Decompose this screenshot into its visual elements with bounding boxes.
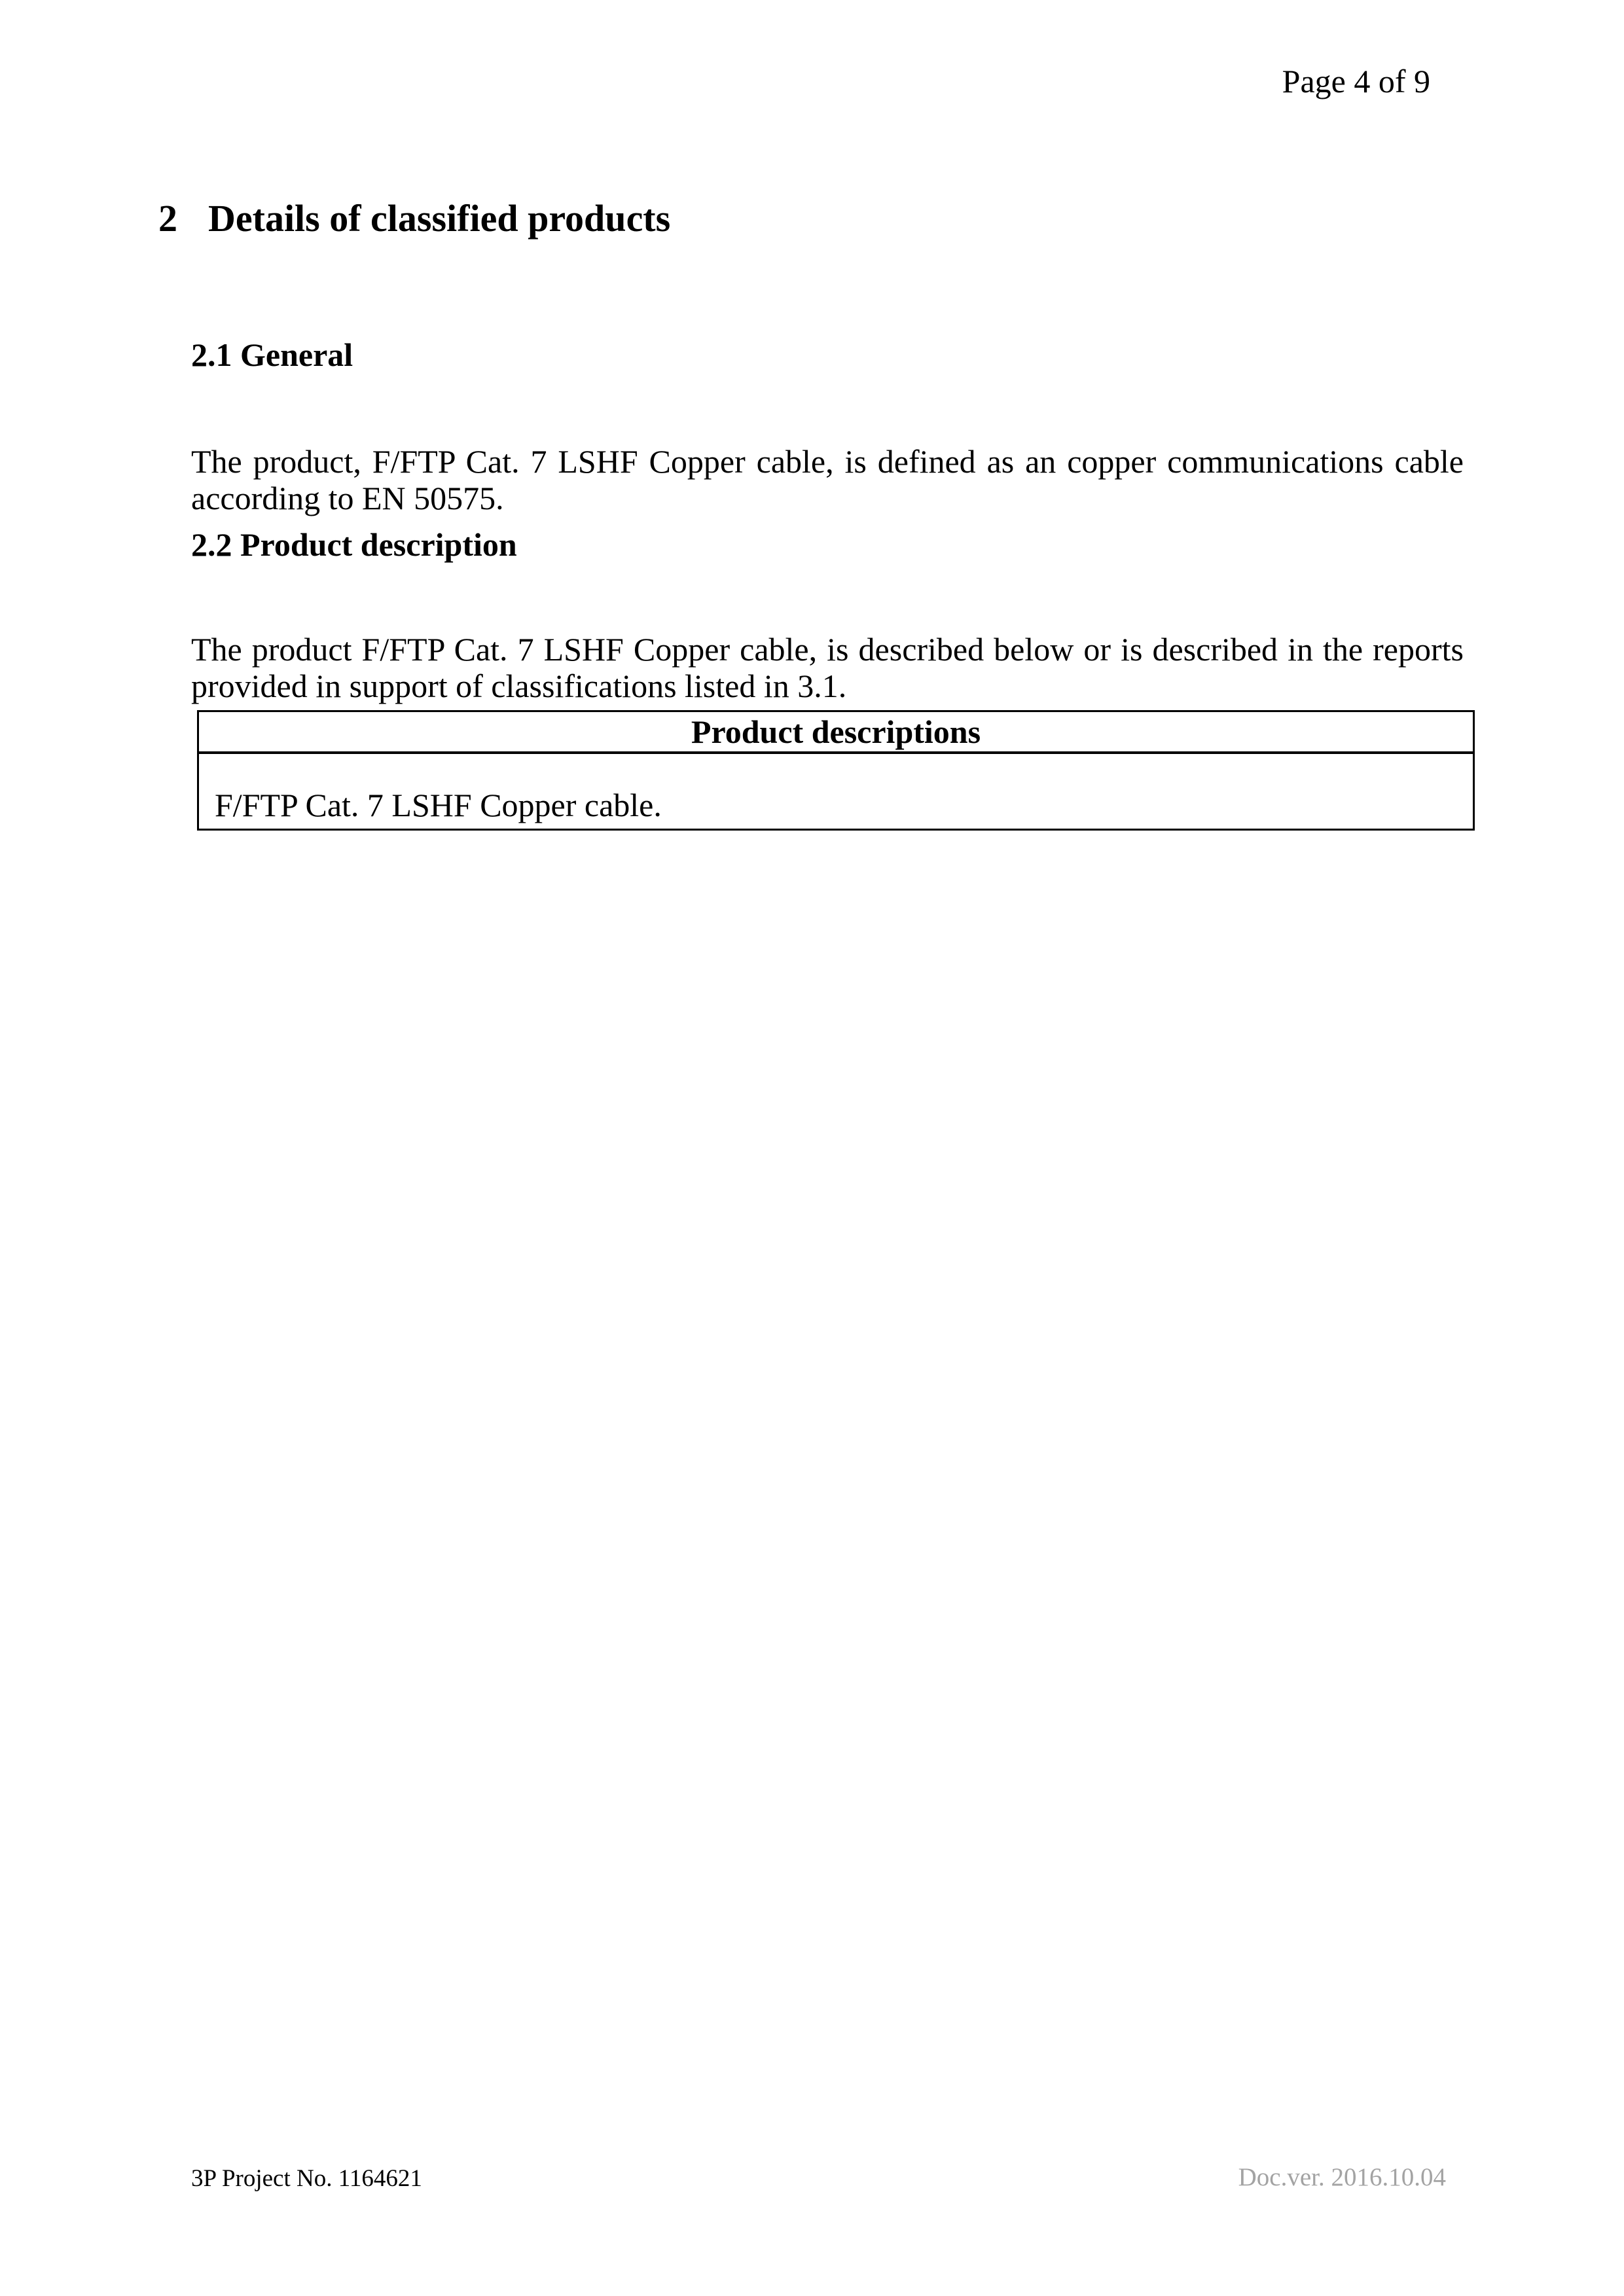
section-heading	[158, 196, 670, 240]
product-descriptions-table	[197, 710, 1475, 831]
paragraph-product-description: The product F/FTP Cat. 7 LSHF Copper cable, is described below or is described in the reports provided in support of classifications listed in 3.1.	[191, 631, 1464, 704]
paragraph-general: The product, F/FTP Cat. 7 LSHF Copper cable, is defined as an copper communications cable according to EN 50575.	[191, 443, 1464, 516]
subsection-heading-general: 2.1 General	[191, 336, 353, 373]
section-title: Details of classified products	[208, 197, 671, 240]
table-header-cell: Product descriptions	[198, 711, 1474, 753]
table-data-cell: F/FTP Cat. 7 LSHF Copper cable.	[198, 753, 1474, 830]
page-number-label: Page 4 of 9	[1282, 63, 1430, 99]
subsection-heading-product-description: 2.2 Product description	[191, 526, 517, 563]
footer-project-number: 3P Project No. 1164621	[191, 2165, 422, 2192]
table-row	[198, 753, 1474, 830]
table-header-row	[198, 711, 1474, 753]
footer-doc-version: Doc.ver. 2016.10.04	[1238, 2163, 1446, 2191]
section-number: 2	[158, 197, 177, 240]
